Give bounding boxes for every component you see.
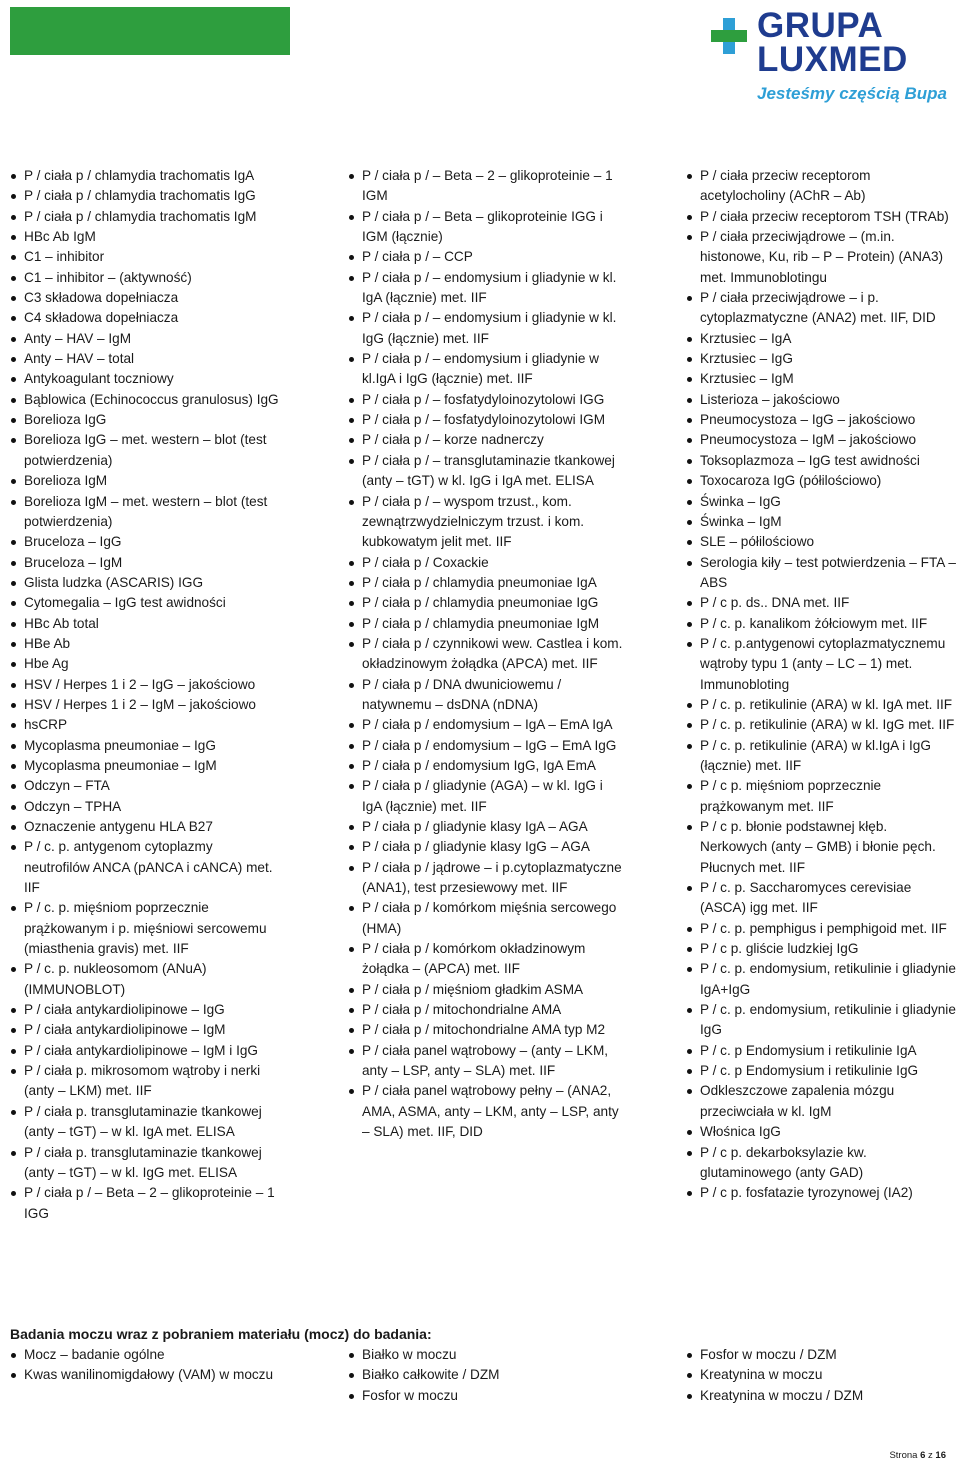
list-item: P / ciała antykardiolipinowe – IgG xyxy=(10,1000,280,1020)
list-item: P / ciała p / mitochondrialne AMA typ M2 xyxy=(348,1020,624,1040)
list-item: P / c p. ds.. DNA met. IIF xyxy=(686,593,956,613)
list-item: P / ciała p / – Beta – 2 – glikoproteinie – 1 IGM xyxy=(348,166,624,207)
list-item: P / c. p. pemphigus i pemphigoid met. IIF xyxy=(686,919,956,939)
luxmed-cross-icon xyxy=(707,14,751,58)
logo-text-luxmed: LUXMED xyxy=(757,40,908,79)
list-item: Fosfor w moczu / DZM xyxy=(686,1345,956,1365)
list-item: P / ciała p / mięśniom gładkim ASMA xyxy=(348,980,624,1000)
list-item: HBc Ab total xyxy=(10,614,280,634)
list-item: Włośnica IgG xyxy=(686,1122,956,1142)
list-item: SLE – półilościowo xyxy=(686,532,956,552)
list-item: Krztusiec – IgM xyxy=(686,369,956,389)
list-item: hsCRP xyxy=(10,715,280,735)
list-item: C1 – inhibitor xyxy=(10,247,280,267)
list-item: P / c. p Endomysium i retikulinie IgG xyxy=(686,1061,956,1081)
list-item: Fosfor w moczu xyxy=(348,1386,624,1406)
list-item: Glista ludzka (ASCARIS) IGG xyxy=(10,573,280,593)
list-item: P / c p. mięśniom poprzecznie prążkowanym met. IIF xyxy=(686,776,956,817)
list-item: P / ciała p / komórkom okładzinowym żołądka – (APCA) met. IIF xyxy=(348,939,624,980)
logo-text-grupa: GRUPA xyxy=(757,6,884,45)
list-item: Toksoplazmoza – IgG test awidności xyxy=(686,451,956,471)
test-list-column-1 xyxy=(10,166,280,1224)
urine-list-column-1 xyxy=(10,1345,280,1386)
list-item: Pneumocystoza – IgM – jakościowo xyxy=(686,430,956,450)
list-item: Cytomegalia – IgG test awidności xyxy=(10,593,280,613)
list-item: P / ciała p / Coxackie xyxy=(348,553,624,573)
list-item: Hbe Ag xyxy=(10,654,280,674)
list-item: Listerioza – jakościowo xyxy=(686,390,956,410)
list-item: Białko całkowite / DZM xyxy=(348,1365,624,1385)
list-item: P / ciała p / – endomysium i gliadynie w kl.IgA i IgG (łącznie) met. IIF xyxy=(348,349,624,390)
list-item: P / ciała p. transglutaminazie tkankowej (anty – tGT) – w kl. IgG met. ELISA xyxy=(10,1143,280,1184)
list-item: HBe Ab xyxy=(10,634,280,654)
list-item: P / c p. błonie podstawnej kłęb. Nerkowych (anty – GMB) i błonie pęch. Płucnych met. IIF xyxy=(686,817,956,878)
urine-section-title: Badania moczu wraz z pobraniem materiału (mocz) do badania: xyxy=(10,1326,432,1342)
page-number xyxy=(889,1450,946,1461)
list-item: P / c. p. endomysium, retikulinie i gliadynie IgA+IgG xyxy=(686,959,956,1000)
header-green-bar xyxy=(10,7,290,55)
list-item: P / ciała p / DNA dwuniciowemu / natywnemu – dsDNA (nDNA) xyxy=(348,675,624,716)
list-item: Bąblowica (Echinococcus granulosus) IgG xyxy=(10,390,280,410)
list-item: P / ciała p / – endomysium i gliadynie w kl. IgG (łącznie) met. IIF xyxy=(348,308,624,349)
list-item: C3 składowa dopełniacza xyxy=(10,288,280,308)
page-total: 16 xyxy=(935,1450,946,1461)
list-item: P / ciała p / – Beta – glikoproteinie IGG i IGM (łącznie) xyxy=(348,207,624,248)
list-item: Odczyn – FTA xyxy=(10,776,280,796)
list-item: P / c. p. Saccharomyces cerevisiae (ASCA) igg met. IIF xyxy=(686,878,956,919)
list-item: HSV / Herpes 1 i 2 – IgG – jakościowo xyxy=(10,675,280,695)
list-item: P / c. p. endomysium, retikulinie i gliadynie IgG xyxy=(686,1000,956,1041)
urine-list-column-3 xyxy=(686,1345,956,1406)
list-item: Mycoplasma pneumoniae – IgG xyxy=(10,736,280,756)
list-item: P / c. p. kanalikom żółciowym met. IIF xyxy=(686,614,956,634)
test-list-column-3 xyxy=(686,166,956,1204)
list-item: P / ciała p / – transglutaminazie tkankowej (anty – tGT) w kl. IgG i IgA met. ELISA xyxy=(348,451,624,492)
list-item: P / ciała p / – endomysium i gliadynie w kl. IgA (łącznie) met. IIF xyxy=(348,268,624,309)
list-item: P / c. p. mięśniom poprzecznie prążkowanym i p. mięśniowi sercowemu (miasthenia gravis) met. IIF xyxy=(10,898,280,959)
list-item: P / ciała antykardiolipinowe – IgM i IgG xyxy=(10,1041,280,1061)
list-item: Bruceloza – IgM xyxy=(10,553,280,573)
list-item: P / ciała p / komórkom mięśnia sercowego (HMA) xyxy=(348,898,624,939)
list-item: Bruceloza – IgG xyxy=(10,532,280,552)
list-item: P / ciała p / – CCP xyxy=(348,247,624,267)
list-item: Oznaczenie antygenu HLA B27 xyxy=(10,817,280,837)
list-item: P / ciała p / chlamydia pneumoniae IgA xyxy=(348,573,624,593)
list-item: P / c. p.antygenowi cytoplazmatycznemu wątroby typu 1 (anty – LC – 1) met. Immunobloting xyxy=(686,634,956,695)
list-item: C1 – inhibitor – (aktywność) xyxy=(10,268,280,288)
urine-list-column-2 xyxy=(348,1345,624,1406)
list-item: Krztusiec – IgG xyxy=(686,349,956,369)
list-item: P / c. p. retikulinie (ARA) w kl. IgG met. IIF xyxy=(686,715,956,735)
list-item: P / ciała panel wątrobowy – (anty – LKM, anty – LSP, anty – SLA) met. IIF xyxy=(348,1041,624,1082)
list-item: P / c. p. nukleosomom (ANuA) (IMMUNOBLOT) xyxy=(10,959,280,1000)
list-item: P / c p. dekarboksylazie kw. glutaminowego (anty GAD) xyxy=(686,1143,956,1184)
list-item: P / ciała p / gliadynie klasy IgG – AGA xyxy=(348,837,624,857)
list-item: Antykoagulant toczniowy xyxy=(10,369,280,389)
list-item: Kreatynina w moczu xyxy=(686,1365,956,1385)
list-item: Mycoplasma pneumoniae – IgM xyxy=(10,756,280,776)
list-item: HBc Ab IgM xyxy=(10,227,280,247)
list-item: Mocz – badanie ogólne xyxy=(10,1345,280,1365)
list-item: P / ciała p / endomysium – IgG – EmA IgG xyxy=(348,736,624,756)
list-item: P / ciała p / mitochondrialne AMA xyxy=(348,1000,624,1020)
list-item: Kwas wanilinomigdałowy (VAM) w moczu xyxy=(10,1365,280,1385)
list-item: P / ciała p / endomysium IgG, IgA EmA xyxy=(348,756,624,776)
list-item: P / c p. fosfatazie tyrozynowej (IA2) xyxy=(686,1183,956,1203)
list-item: P / ciała przeciw receptorom TSH (TRAb) xyxy=(686,207,956,227)
list-item: Odkleszczowe zapalenia mózgu przeciwciała w kl. IgM xyxy=(686,1081,956,1122)
list-item: P / c. p. antygenom cytoplazmy neutrofilów ANCA (pANCA i cANCA) met. IIF xyxy=(10,837,280,898)
page-current: 6 xyxy=(920,1450,926,1461)
list-item: P / ciała p / – fosfatydyloinozytolowi IGM xyxy=(348,410,624,430)
list-item: P / ciała p / chlamydia trachomatis IgG xyxy=(10,186,280,206)
list-item: Borelioza IgM – met. western – blot (test potwierdzenia) xyxy=(10,492,280,533)
list-item: Świnka – IgG xyxy=(686,492,956,512)
list-item: Toxocaroza IgG (półilościowo) xyxy=(686,471,956,491)
list-item: Borelioza IgM xyxy=(10,471,280,491)
list-item: P / ciała p / – wyspom trzust., kom. zewnątrzwydzielniczym trzust. i kom. kubkowatym jelit met. IIF xyxy=(348,492,624,553)
list-item: Serologia kiły – test potwierdzenia – FTA – ABS xyxy=(686,553,956,594)
list-item: P / ciała przeciwjądrowe – (m.in. histonowe, Ku, rib – P – Protein) (ANA3) met. Immunoblotingu xyxy=(686,227,956,288)
logo-tagline: Jesteśmy częścią Bupa xyxy=(757,84,947,103)
list-item: Białko w moczu xyxy=(348,1345,624,1365)
list-item: P / ciała p / chlamydia pneumoniae IgG xyxy=(348,593,624,613)
list-item: P / ciała przeciwjądrowe – i p. cytoplazmatyczne (ANA2) met. IIF, DID xyxy=(686,288,956,329)
page-of: z xyxy=(928,1450,933,1461)
list-item: Anty – HAV – total xyxy=(10,349,280,369)
list-item: P / ciała p / – Beta – 2 – glikoproteinie – 1 IGG xyxy=(10,1183,280,1224)
list-item: P / ciała p / gliadynie (AGA) – w kl. IgG i IgA (łącznie) met. IIF xyxy=(348,776,624,817)
list-item: Odczyn – TPHA xyxy=(10,797,280,817)
list-item: P / ciała p / – korze nadnerczy xyxy=(348,430,624,450)
list-item: P / ciała przeciw receptorom acetylocholiny (AChR – Ab) xyxy=(686,166,956,207)
list-item: P / ciała p / – fosfatydyloinozytolowi IGG xyxy=(348,390,624,410)
page-label: Strona xyxy=(889,1450,918,1461)
test-list-column-2 xyxy=(348,166,624,1143)
list-item: P / ciała p / chlamydia pneumoniae IgM xyxy=(348,614,624,634)
list-item: P / ciała p / gliadynie klasy IgA – AGA xyxy=(348,817,624,837)
list-item: P / ciała p / chlamydia trachomatis IgM xyxy=(10,207,280,227)
list-item: C4 składowa dopełniacza xyxy=(10,308,280,328)
list-item: P / ciała panel wątrobowy pełny – (ANA2, AMA, ASMA, anty – LKM, anty – LSP, anty – SLA) met. IIF, DID xyxy=(348,1081,624,1142)
list-item: Borelioza IgG – met. western – blot (test potwierdzenia) xyxy=(10,430,280,471)
list-item: P / c. p. retikulinie (ARA) w kl.IgA i IgG (łącznie) met. IIF xyxy=(686,736,956,777)
list-item: P / ciała p. mikrosomom wątroby i nerki (anty – LKM) met. IIF xyxy=(10,1061,280,1102)
list-item: Kreatynina w moczu / DZM xyxy=(686,1386,956,1406)
list-item: Świnka – IgM xyxy=(686,512,956,532)
list-item: P / ciała p / endomysium – IgA – EmA IgA xyxy=(348,715,624,735)
list-item: P / ciała p / jądrowe – i p.cytoplazmatyczne (ANA1), test przesiewowy met. IIF xyxy=(348,858,624,899)
list-item: P / ciała p / chlamydia trachomatis IgA xyxy=(10,166,280,186)
list-item: P / ciała antykardiolipinowe – IgM xyxy=(10,1020,280,1040)
luxmed-logo xyxy=(707,6,952,104)
list-item: HSV / Herpes 1 i 2 – IgM – jakościowo xyxy=(10,695,280,715)
list-item: P / c. p. retikulinie (ARA) w kl. IgA met. IIF xyxy=(686,695,956,715)
list-item: P / c p. gliście ludzkiej IgG xyxy=(686,939,956,959)
list-item: Krztusiec – IgA xyxy=(686,329,956,349)
list-item: P / c. p Endomysium i retikulinie IgA xyxy=(686,1041,956,1061)
list-item: Pneumocystoza – IgG – jakościowo xyxy=(686,410,956,430)
list-item: Anty – HAV – IgM xyxy=(10,329,280,349)
list-item: Borelioza IgG xyxy=(10,410,280,430)
list-item: P / ciała p. transglutaminazie tkankowej (anty – tGT) – w kl. IgA met. ELISA xyxy=(10,1102,280,1143)
list-item: P / ciała p / czynnikowi wew. Castlea i kom. okładzinowym żołądka (APCA) met. IIF xyxy=(348,634,624,675)
